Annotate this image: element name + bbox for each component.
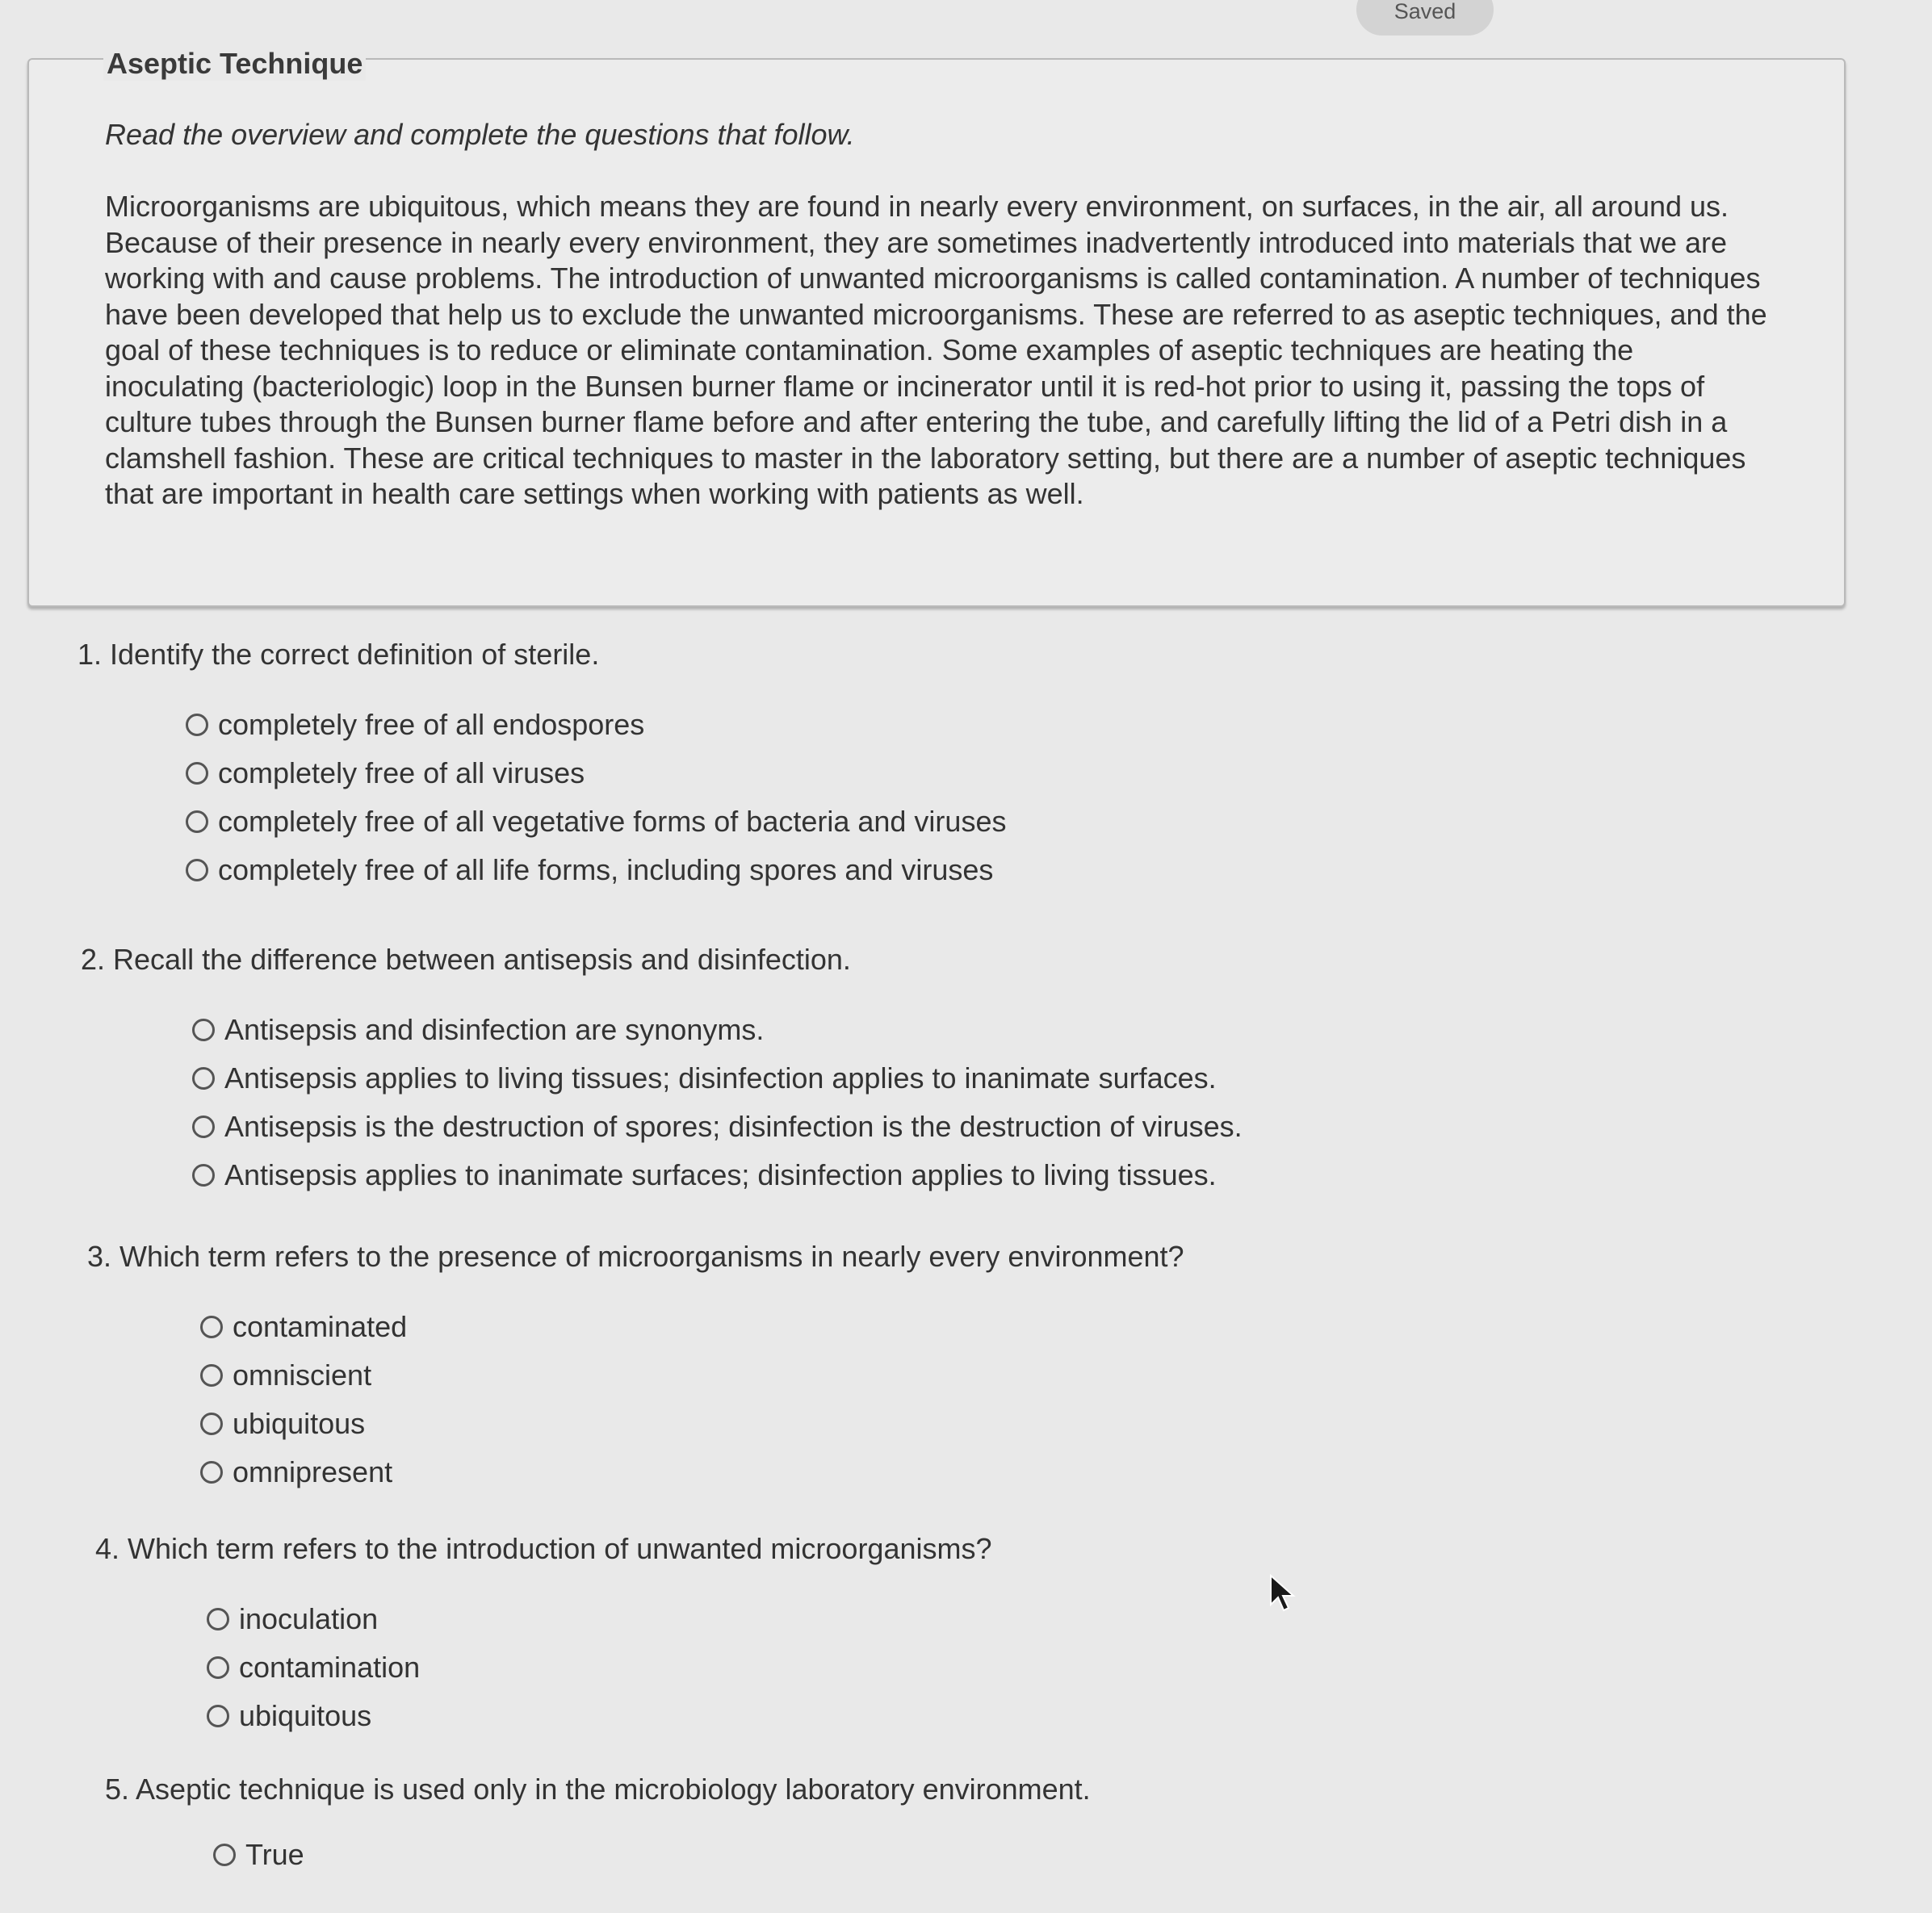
- saved-label: Saved: [1393, 0, 1456, 23]
- question-5-text: 5. Aseptic technique is used only in the microbiology laboratory environment.: [105, 1773, 1091, 1806]
- option-label: omnipresent: [233, 1455, 393, 1488]
- question-1-option-4[interactable]: [186, 846, 1006, 894]
- option-label: contamination: [239, 1651, 421, 1684]
- question-1-option-1[interactable]: [186, 701, 1006, 749]
- question-3-option-4[interactable]: [200, 1448, 1184, 1496]
- question-2-option-3[interactable]: [192, 1103, 1243, 1151]
- question-2-option-2[interactable]: [192, 1054, 1243, 1103]
- question-2-text: 2. Recall the difference between antisepsis and disinfection.: [81, 943, 851, 976]
- radio-button[interactable]: [200, 1461, 223, 1484]
- radio-button[interactable]: [207, 1656, 229, 1679]
- question-4-option-2[interactable]: [207, 1643, 992, 1692]
- radio-button[interactable]: [186, 859, 208, 881]
- radio-button[interactable]: [200, 1316, 223, 1338]
- option-label: contaminated: [233, 1310, 408, 1343]
- radio-button[interactable]: [186, 810, 208, 833]
- question-3: [87, 1240, 1184, 1496]
- option-label: completely free of all life forms, including spores and viruses: [218, 853, 994, 886]
- question-2-option-4[interactable]: [192, 1151, 1243, 1199]
- radio-button[interactable]: [192, 1164, 215, 1187]
- question-3-option-1[interactable]: [200, 1303, 1184, 1351]
- question-1-text: 1. Identify the correct definition of sterile.: [78, 638, 600, 671]
- option-label: Antisepsis and disinfection are synonyms.: [224, 1013, 765, 1046]
- question-4-options: [207, 1595, 992, 1740]
- option-label: completely free of all endospores: [218, 708, 645, 741]
- question-1-options: [186, 701, 1006, 894]
- overview-body: Microorganisms are ubiquitous, which means they are found in nearly every environment, on surfaces, in the air, all around us. Because of their presence in nearly every environment, they are sometimes inadvertently introduced into materials that we are working with and cause problems. The introduction of unwanted microorganisms is called contamination. A number of techniques have been developed that help us to exclude the unwanted microorganisms. These are referred to as aseptic techniques, and the goal of these techniques is to reduce or eliminate contamination. Some examples of aseptic techniques are heating the inoculating (bacteriologic) loop in the Bunsen burner flame or incinerator until it is red-hot prior to using it, passing the tops of culture tubes through the Bunsen burner flame before and after entering the tube, and carefully lifting the lid of a Petri dish in a clamshell fashion. These are critical techniques to master in the laboratory setting, but there are a number of aseptic techniques that are important in health care settings when working with patients as well.: [105, 190, 1767, 510]
- radio-button[interactable]: [207, 1608, 229, 1630]
- option-label: Antisepsis applies to inanimate surfaces; disinfection applies to living tissues.: [224, 1158, 1217, 1191]
- question-4-text: 4. Which term refers to the introduction of unwanted microorganisms?: [95, 1532, 992, 1565]
- option-label: ubiquitous: [239, 1699, 372, 1732]
- question-2: [81, 943, 1243, 1199]
- question-5: [105, 1773, 1091, 1879]
- section-title: Aseptic Technique: [103, 47, 366, 81]
- mouse-cursor-icon: [1269, 1574, 1297, 1613]
- saved-status-badge: [1356, 0, 1494, 36]
- radio-button[interactable]: [186, 714, 208, 736]
- radio-button[interactable]: [200, 1413, 223, 1435]
- option-label: ubiquitous: [233, 1407, 366, 1440]
- question-3-options: [200, 1303, 1184, 1496]
- question-5-option-1[interactable]: [213, 1831, 1091, 1879]
- question-3-option-2[interactable]: [200, 1351, 1184, 1400]
- option-label: inoculation: [239, 1602, 379, 1635]
- question-1-option-2[interactable]: [186, 749, 1006, 797]
- question-1-option-3[interactable]: [186, 797, 1006, 846]
- radio-button[interactable]: [192, 1067, 215, 1090]
- radio-button[interactable]: [192, 1116, 215, 1138]
- question-2-option-1[interactable]: [192, 1006, 1243, 1054]
- radio-button[interactable]: [200, 1364, 223, 1387]
- question-5-options: [213, 1831, 1091, 1879]
- option-label: True: [245, 1838, 304, 1871]
- question-1: [78, 638, 1006, 894]
- question-3-option-3[interactable]: [200, 1400, 1184, 1448]
- question-4-option-1[interactable]: [207, 1595, 992, 1643]
- option-label: omniscient: [233, 1358, 372, 1392]
- question-4: [95, 1532, 992, 1740]
- radio-button[interactable]: [192, 1019, 215, 1041]
- option-label: completely free of all vegetative forms of bacteria and viruses: [218, 805, 1007, 838]
- radio-button[interactable]: [207, 1705, 229, 1727]
- question-4-option-3[interactable]: [207, 1692, 992, 1740]
- question-3-text: 3. Which term refers to the presence of microorganisms in nearly every environment?: [87, 1240, 1184, 1273]
- overview-instruction: Read the overview and complete the questions that follow.: [105, 118, 855, 151]
- question-2-options: [192, 1006, 1243, 1199]
- option-label: Antisepsis applies to living tissues; disinfection applies to inanimate surfaces.: [224, 1061, 1217, 1095]
- radio-button[interactable]: [186, 762, 208, 785]
- radio-button[interactable]: [213, 1844, 236, 1866]
- option-label: completely free of all viruses: [218, 756, 585, 789]
- option-label: Antisepsis is the destruction of spores; disinfection is the destruction of viruses.: [224, 1110, 1243, 1143]
